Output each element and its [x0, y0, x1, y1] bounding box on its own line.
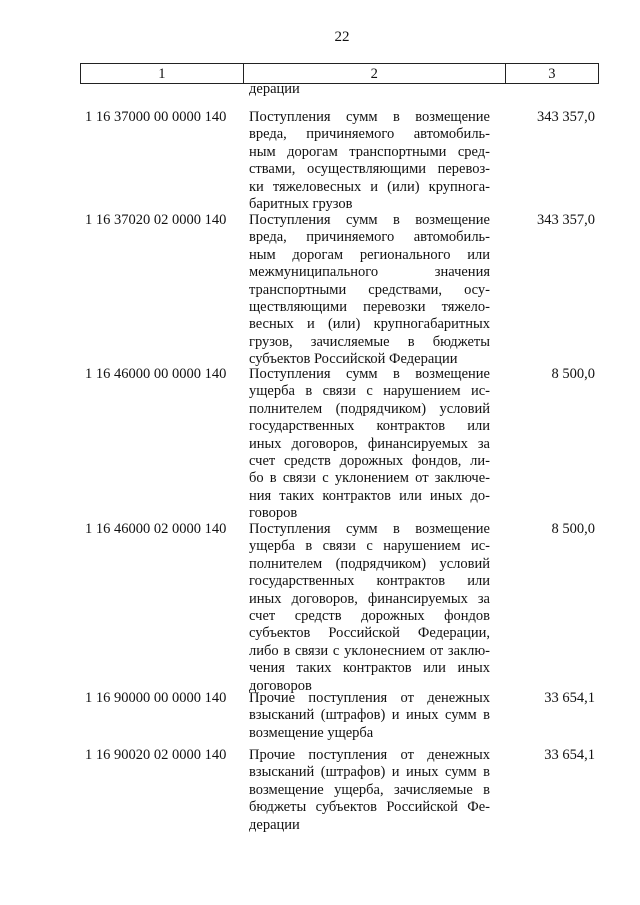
description-line: государственных контрактов или: [249, 418, 490, 435]
description-line: договоров: [249, 677, 312, 694]
description-line: Поступления сумм в возмещение: [249, 109, 490, 125]
description-line: Прочие поступления от денежных: [249, 690, 490, 706]
description-line: взысканий (штрафов) и иных сумм в: [249, 707, 490, 724]
table-header: [80, 63, 599, 84]
description-line: вреда, причиняемого автомобиль-: [249, 126, 490, 143]
row-amount: 343 357,0: [537, 109, 595, 125]
description-line: Поступления сумм в возмещение: [249, 366, 490, 382]
description-line: ущерба в связи с нарушением ис-: [249, 538, 490, 555]
row-amount: 8 500,0: [551, 521, 595, 537]
row-description: [249, 109, 490, 213]
description-line: субъектов Российской Федерации,: [249, 625, 490, 642]
carryover-text: дерации: [249, 81, 300, 97]
description-line: Поступления сумм в возмещение: [249, 521, 490, 537]
description-line: счет средств дорожных фондов: [249, 608, 490, 625]
description-line: ным дорогам транспортными сред-: [249, 143, 490, 160]
description-line: взысканий (штрафов) и иных сумм в: [249, 764, 490, 781]
description-line: ки тяжеловесных и (или) крупнога-: [249, 178, 490, 195]
description-line: счет средств дорожных фондов, ли-: [249, 453, 490, 470]
description-line: бюджеты субъектов Российской Фе-: [249, 799, 490, 816]
description-line: ния таких контрактов или иных до-: [249, 487, 490, 504]
description-line: Прочие поступления от денежных: [249, 747, 490, 763]
description-line: ствами, осуществляющими перевоз-: [249, 161, 490, 178]
row-description: [249, 521, 490, 695]
row-code: 1 16 37020 02 0000 140: [85, 212, 227, 228]
row-code: 1 16 46000 00 0000 140: [85, 366, 227, 382]
description-line: весных и (или) крупногабаритных: [249, 316, 490, 333]
row-amount: 33 654,1: [544, 747, 595, 763]
row-amount: 33 654,1: [544, 690, 595, 706]
row-code: 1 16 90020 02 0000 140: [85, 747, 227, 763]
description-line: говоров: [249, 505, 298, 522]
row-description: [249, 747, 490, 834]
description-line: баритных грузов: [249, 196, 353, 213]
row-description: [249, 212, 490, 369]
row-amount: 343 357,0: [537, 212, 595, 228]
row-amount: 8 500,0: [551, 366, 595, 382]
row-code: 1 16 90000 00 0000 140: [85, 690, 227, 706]
description-line: транспортными средствами, осу-: [249, 281, 490, 298]
description-line: Поступления сумм в возмещение: [249, 212, 490, 228]
row-description: [249, 690, 490, 742]
description-line: возмещение ущерба, зачисляемые в: [249, 781, 490, 798]
description-line: полнителем (подрядчиком) условий: [249, 555, 490, 572]
row-code: 1 16 37000 00 0000 140: [85, 109, 227, 125]
row-description: [249, 366, 490, 523]
header-col-1: 1: [81, 64, 244, 84]
description-line: ществляющими перевозки тяжело-: [249, 299, 490, 316]
page-number: 22: [334, 29, 350, 45]
description-line: ущерба в связи с нарушением ис-: [249, 383, 490, 400]
description-line: вреда, причиняемого автомобиль-: [249, 229, 490, 246]
description-line: грузов, зачисляемые в бюджеты: [249, 333, 490, 350]
description-line: межмуниципального значения: [249, 264, 490, 281]
description-line: бо в связи с уклонением от заключе-: [249, 470, 490, 487]
description-line: полнителем (подрядчиком) условий: [249, 400, 490, 417]
description-line: государственных контрактов или: [249, 573, 490, 590]
description-line: субъектов Российской Федерации: [249, 351, 458, 368]
description-line: иных договоров, финансируемых за: [249, 435, 490, 452]
description-line: возмещение ущерба: [249, 724, 374, 741]
description-line: либо в связи с уклонеснием от заклю-: [249, 642, 490, 659]
description-line: иных договоров, финансируемых за: [249, 590, 490, 607]
description-line: дерации: [249, 816, 300, 833]
description-line: чения таких контрактов или иных: [249, 660, 490, 677]
header-col-2: 2: [243, 64, 505, 84]
description-line: ным дорогам регионального или: [249, 246, 490, 263]
row-code: 1 16 46000 02 0000 140: [85, 521, 227, 537]
header-col-3: 3: [505, 64, 598, 84]
